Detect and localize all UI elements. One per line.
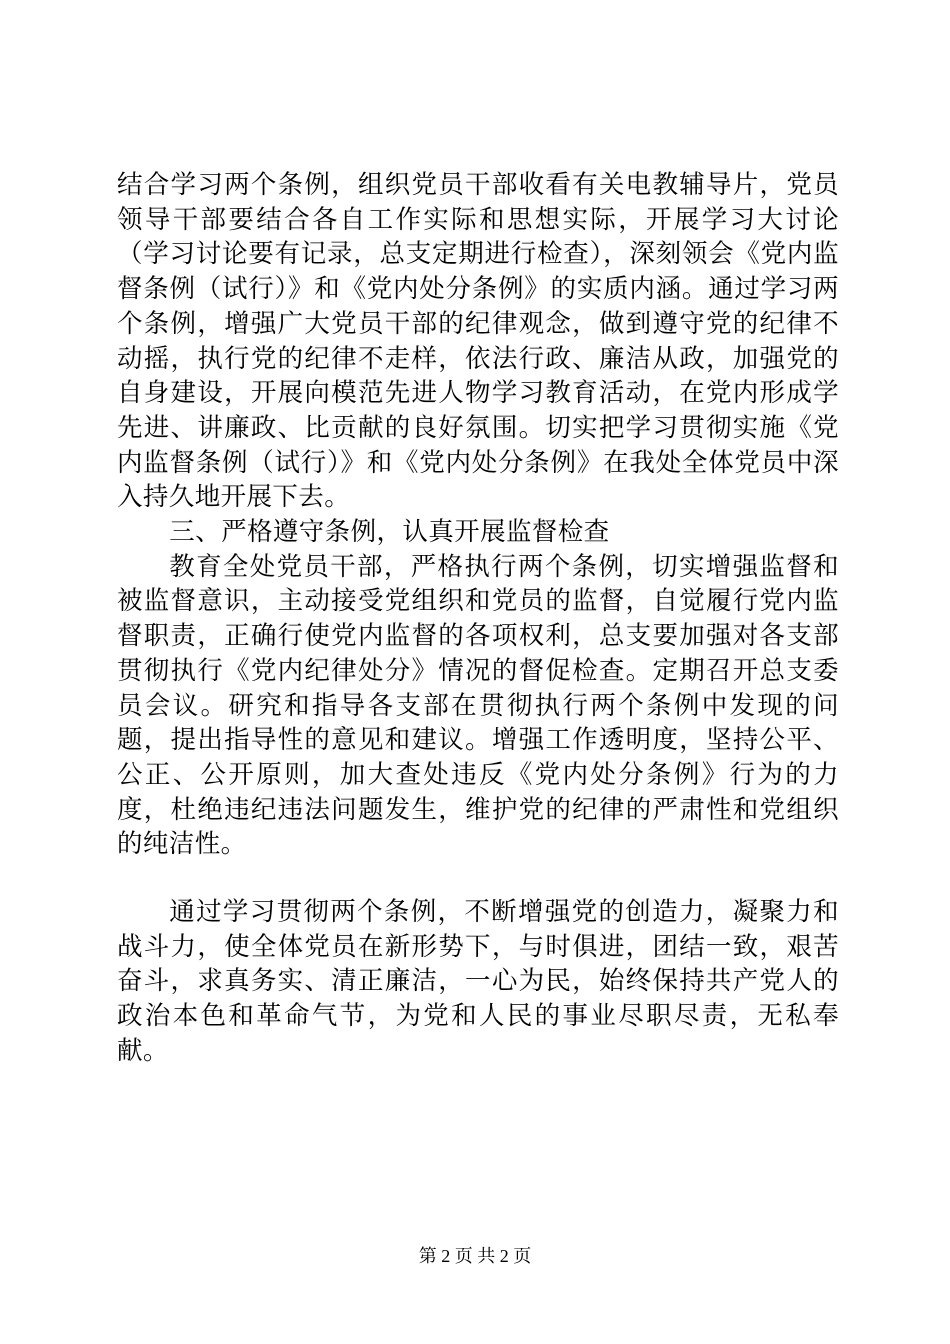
document-body — [117, 168, 839, 1069]
paragraph-conclusion: 通过学习贯彻两个条例，不断增强党的创造力，凝聚力和战斗力，使全体党员在新形势下，与时俱进，团结一致，艰苦奋斗，求真务实、清正廉洁，一心为民，始终保持共产党人的政治本色和革命气节，为党和人民的事业尽职尽责，无私奉献。 — [117, 897, 839, 1066]
section-heading-supervision: 三、严格遵守条例，认真开展监督检查 — [169, 517, 610, 548]
paragraph-supervision-inspection: 教育全处党员干部，严格执行两个条例，切实增强监督和被监督意识，主动接受党组织和党员的监督，自觉履行党内监督职责，正确行使党内监督的各项权利，总支要加强对各支部贯彻执行《党内纪律处分》情况的督促检查。定期召开总支委员会议。研究和指导各支部在贯彻执行两个条例中发现的问题，提出指导性的意见和建议。增强工作透明度，坚持公平、公正、公开原则，加大查处违反《党内处分条例》行为的力度，杜绝违纪违法问题发生，维护党的纪律的严肃性和党组织的纯洁性。 — [117, 551, 839, 860]
page-number-footer: 第 2 页 共 2 页 — [418, 1246, 532, 1266]
paragraph-study-regulations: 结合学习两个条例，组织党员干部收看有关电教辅导片，党员领导干部要结合各自工作实际和思想实际，开展学习大讨论（学习讨论要有记录，总支定期进行检查），深刻领会《党内监督条例（试行）》和《党内处分条例》的实质内涵。通过学习两个条例，增强广大党员干部的纪律观念，做到遵守党的纪律不动摇，执行党的纪律不走样，依法行政、廉洁从政，加强党的自身建设，开展向模范先进人物学习教育活动，在党内形成学先进、讲廉政、比贡献的良好氛围。切实把学习贯彻实施《党内监督条例（试行）》和《党内处分条例》在我处全体党员中深入持久地开展下去。 — [117, 170, 839, 513]
